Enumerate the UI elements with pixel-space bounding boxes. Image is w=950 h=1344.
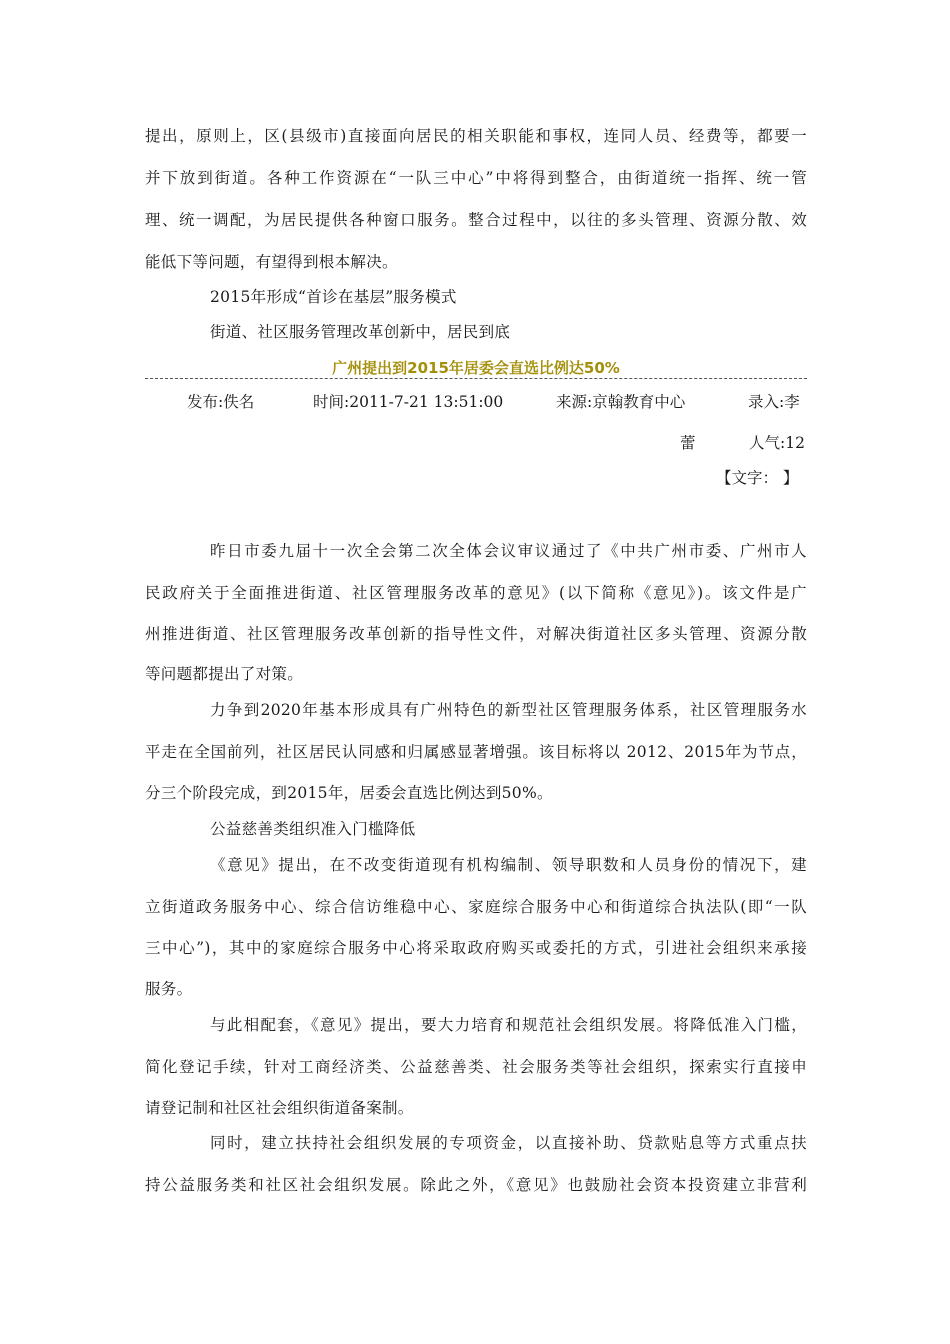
p4-line-3: 请登记制和社区社会组织街道备案制。 bbox=[145, 1099, 414, 1117]
meta-time: 时间:2011-7-21 13:51:00 bbox=[313, 393, 504, 411]
subheading-first-diagnosis: 2015年形成“首诊在基层”服务模式 bbox=[210, 288, 457, 306]
intro-line-3: 理、统一调配，为居民提供各种窗口服务。整合过程中，以往的多头管理、资源分散、效 bbox=[145, 211, 807, 229]
meta-popularity: 人气:12 bbox=[749, 434, 805, 452]
p2-line-3: 分三个阶段完成，到2015年，居委会直选比例达到50%。 bbox=[145, 784, 553, 802]
meta-editor-cont: 蕾 bbox=[680, 434, 696, 452]
intro-line-1: 提出，原则上，区(县级市)直接面向居民的相关职能和事权，连同人员、经费等，都要一 bbox=[145, 127, 807, 145]
p2-line-1: 力争到2020年基本形成具有广州特色的新型社区管理服务体系，社区管理服务水 bbox=[210, 701, 807, 719]
p4-line-2: 简化登记手续，针对工商经济类、公益慈善类、社会服务类等社会组织，探索实行直接申 bbox=[145, 1058, 807, 1076]
font-size-control[interactable]: 【文字： 】 bbox=[716, 469, 799, 487]
p5-line-2: 持公益服务类和社区社会组织发展。除此之外，《意见》也鼓励社会资本投资建立非营利 bbox=[145, 1176, 807, 1194]
subheading-residents: 街道、社区服务管理改革创新中，居民到底 bbox=[210, 323, 511, 341]
heading-charity-threshold: 公益慈善类组织准入门槛降低 bbox=[210, 820, 416, 838]
p5-line-1: 同时，建立扶持社会组织发展的专项资金，以直接补助、贷款贴息等方式重点扶 bbox=[210, 1134, 807, 1152]
p1-line-2: 民政府关于全面推进街道、社区管理服务改革的意见》(以下简称《意见》)。该文件是广 bbox=[145, 584, 807, 602]
meta-source: 来源:京翰教育中心 bbox=[556, 393, 686, 411]
p1-line-1: 昨日市委九届十一次全会第二次全体会议审议通过了《中共广州市委、广州市人 bbox=[210, 542, 807, 560]
p3-line-4: 服务。 bbox=[145, 980, 193, 998]
intro-line-2: 并下放到街道。各种工作资源在“一队三中心”中将得到整合，由街道统一指挥、统一管 bbox=[145, 169, 807, 187]
title-divider bbox=[145, 378, 807, 379]
p1-line-4: 等问题都提出了对策。 bbox=[145, 665, 304, 683]
meta-author: 发布:佚名 bbox=[187, 393, 255, 411]
p4-line-1: 与此相配套，《意见》提出，要大力培育和规范社会组织发展。将降低准入门槛， bbox=[210, 1016, 807, 1034]
intro-line-4: 能低下等问题，有望得到根本解决。 bbox=[145, 253, 398, 271]
meta-editor: 录入:李 bbox=[748, 393, 800, 411]
article-title[interactable]: 广州提出到2015年居委会直选比例达50% bbox=[332, 359, 620, 377]
p3-line-1: 《意见》提出，在不改变街道现有机构编制、领导职数和人员身份的情况下，建 bbox=[210, 856, 807, 874]
p2-line-2: 平走在全国前列，社区居民认同感和归属感显著增强。该目标将以 2012、2015年为节点， bbox=[145, 743, 807, 761]
p3-line-3: 三中心”)，其中的家庭综合服务中心将采取政府购买或委托的方式，引进社会组织来承接 bbox=[145, 939, 807, 957]
p1-line-3: 州推进街道、社区管理服务改革创新的指导性文件，对解决街道社区多头管理、资源分散 bbox=[145, 625, 807, 643]
p3-line-2: 立街道政务服务中心、综合信访维稳中心、家庭综合服务中心和街道综合执法队(即“一队 bbox=[145, 898, 807, 916]
